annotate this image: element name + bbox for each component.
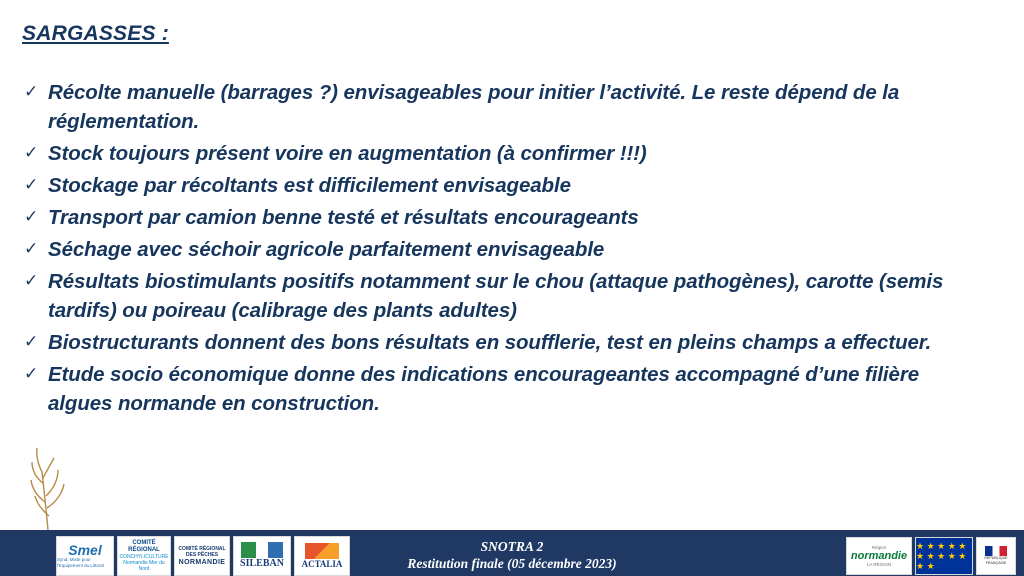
check-icon: ✓ <box>24 82 39 102</box>
footer-line-1: SNOTRA 2 <box>480 539 544 554</box>
region-logo-pretext: Région <box>871 544 887 550</box>
check-icon: ✓ <box>24 207 39 227</box>
smel-logo-text: Smel <box>68 542 102 558</box>
aquaculture-logo-subtext: CONCHYLICULTURE Normandie Mer du Nord <box>119 554 169 572</box>
region-normandie-logo <box>846 537 912 575</box>
republique-francaise-logo <box>976 537 1016 575</box>
aquaculture-logo-text: COMITÉ RÉGIONAL <box>128 540 160 553</box>
list-item <box>22 139 972 168</box>
page-title: SARGASSES : <box>22 22 169 45</box>
list-item <box>22 360 972 418</box>
footer-line-2: Restitution finale (05 décembre 2023) <box>407 556 617 571</box>
check-icon: ✓ <box>24 364 39 384</box>
list-item-text: Stock toujours présent voire en augmentation (à confirmer !!!) <box>48 142 647 165</box>
funder-logos-right <box>846 531 1016 575</box>
normandie-logo-subtext: NORMANDIE <box>178 558 226 566</box>
normandie-logo-text: COMITÉ RÉGIONAL DES PÊCHES <box>178 545 226 558</box>
check-icon: ✓ <box>24 332 39 352</box>
eu-stars-icon: ★ ★ ★ ★ ★ ★ ★ ★ ★ ★ ★ ★ <box>916 541 967 571</box>
list-item <box>22 267 972 325</box>
seaweed-decoration-icon <box>20 438 76 530</box>
list-item-text: Résultats biostimulants positifs notamment sur le chou (attaque pathogènes), carotte (semis tardifs) ou poireau (calibrage des plants adultes) <box>48 270 944 322</box>
check-icon: ✓ <box>24 175 39 195</box>
list-item <box>22 78 972 136</box>
check-icon: ✓ <box>24 143 39 163</box>
region-logo-subtext: LA RÉGION <box>866 561 892 567</box>
bullet-list <box>22 78 972 421</box>
list-item-text: Séchage avec séchoir agricole parfaitement envisageable <box>48 238 605 261</box>
list-item <box>22 328 972 357</box>
region-logo-text: normandie <box>850 549 908 562</box>
republique-francaise-text: RÉPUBLIQUE FRANÇAISE <box>984 556 1008 565</box>
european-union-logo <box>915 537 973 575</box>
list-item <box>22 171 972 200</box>
smel-logo-subtext: Synd. Mixte pour l'Equipement du Littoral <box>57 557 104 568</box>
sileban-logo-text: SILEBAN <box>240 558 284 569</box>
list-item <box>22 235 972 264</box>
check-icon: ✓ <box>24 271 39 291</box>
list-item-text: Transport par camion benne testé et résultats encourageants <box>48 206 639 229</box>
list-item-text: Biostructurants donnent des bons résultats en soufflerie, test en pleins champs a effectuer. <box>48 331 932 354</box>
list-item-text: Récolte manuelle (barrages ?) envisageables pour initier l’activité. Le reste dépend de la réglementation. <box>48 81 900 133</box>
list-item <box>22 203 972 232</box>
check-icon: ✓ <box>24 239 39 259</box>
actalia-logo-text: ACTALIA <box>301 558 343 569</box>
list-item-text: Etude socio économique donne des indications encourageantes accompagné d’une filière algues normande en construction. <box>48 363 920 415</box>
list-item-text: Stockage par récoltants est difficilement envisageable <box>48 174 571 197</box>
french-flag-icon <box>985 546 1007 556</box>
